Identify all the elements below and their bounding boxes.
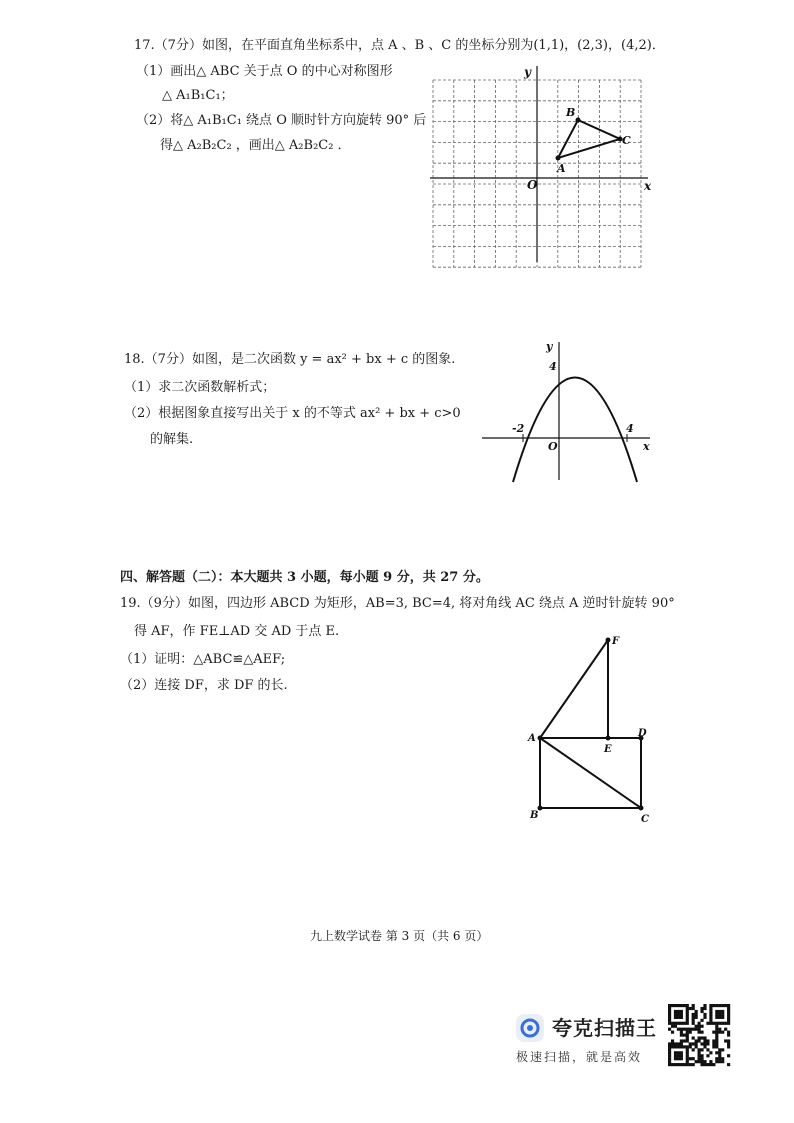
y-axis-label: y bbox=[524, 65, 531, 79]
q18-part2: （2）根据图象直接写出关于 x 的不等式 ax² + bx + c>0 bbox=[124, 406, 461, 421]
point-e-label: E bbox=[604, 744, 612, 755]
q17-part1-cont: △ A₁B₁C₁； bbox=[162, 88, 234, 103]
point-f-label: F bbox=[612, 636, 620, 647]
point-a-label: A bbox=[557, 162, 566, 175]
point-a-label: A bbox=[528, 733, 536, 744]
segment-af bbox=[540, 640, 608, 738]
root-neg2-label: -2 bbox=[512, 422, 525, 435]
q17-part1: （1）画出△ ABC 关于点 O 的中心对称图形 bbox=[136, 64, 393, 79]
section-heading: 四、解答题（二）：本大题共 3 小题，每小题 9 分，共 27 分。 bbox=[120, 570, 489, 585]
q19-part2: （2）连接 DF，求 DF 的长. bbox=[120, 678, 288, 693]
diagonal-ac bbox=[540, 738, 641, 808]
scanner-brand-title: 夸克扫描王 bbox=[552, 1016, 657, 1040]
y-axis-label: y bbox=[546, 340, 553, 353]
q17-part2: （2）将△ A₁B₁C₁ 绕点 O 顺时针方向旋转 90° 后 bbox=[136, 113, 427, 128]
point-c-label: C bbox=[641, 814, 649, 825]
q19-stem: 19.（9分）如图，四边形 ABCD 为矩形，AB=3, BC=4, 将对角线 AC 绕点 A 逆时针旋转 90° bbox=[120, 596, 675, 611]
scanner-brand-slogan: 极速扫描，就是高效 bbox=[516, 1050, 643, 1064]
qr-code-icon bbox=[668, 1004, 730, 1066]
scanner-logo-icon bbox=[516, 1014, 544, 1042]
origin-label: O bbox=[548, 440, 558, 453]
point-b-label: B bbox=[530, 810, 539, 821]
root-4-label: 4 bbox=[626, 422, 634, 435]
q19-stem-cont: 得 AF，作 FE⊥AD 交 AD 于点 E. bbox=[134, 624, 340, 639]
q17-stem: 17.（7分）如图，在平面直角坐标系中，点 A 、B 、C 的坐标分别为(1,1)，(2,3)，(4,2)． bbox=[134, 38, 665, 53]
y-intercept-label: 4 bbox=[549, 360, 557, 373]
q19-part1: （1）证明：△ABC≌△AEF; bbox=[120, 652, 286, 667]
q18-part1: （1）求二次函数解析式； bbox=[124, 380, 276, 395]
point-d-label: D bbox=[638, 728, 647, 739]
x-axis-label: x bbox=[644, 179, 652, 193]
point-b-label: B bbox=[566, 106, 576, 119]
origin-label: O bbox=[527, 178, 538, 192]
q17-part2-cont: 得△ A₂B₂C₂ ，画出△ A₂B₂C₂ ． bbox=[160, 138, 351, 153]
x-axis-label: x bbox=[643, 440, 650, 453]
q18-part2-cont: 的解集. bbox=[150, 432, 194, 447]
page-footer: 九上数学试卷 第 3 页（共 6 页） bbox=[310, 929, 489, 943]
q18-stem: 18.（7分）如图，是二次函数 y = ax² + bx + c 的图象. bbox=[124, 352, 456, 367]
point-c-label: C bbox=[622, 134, 631, 147]
